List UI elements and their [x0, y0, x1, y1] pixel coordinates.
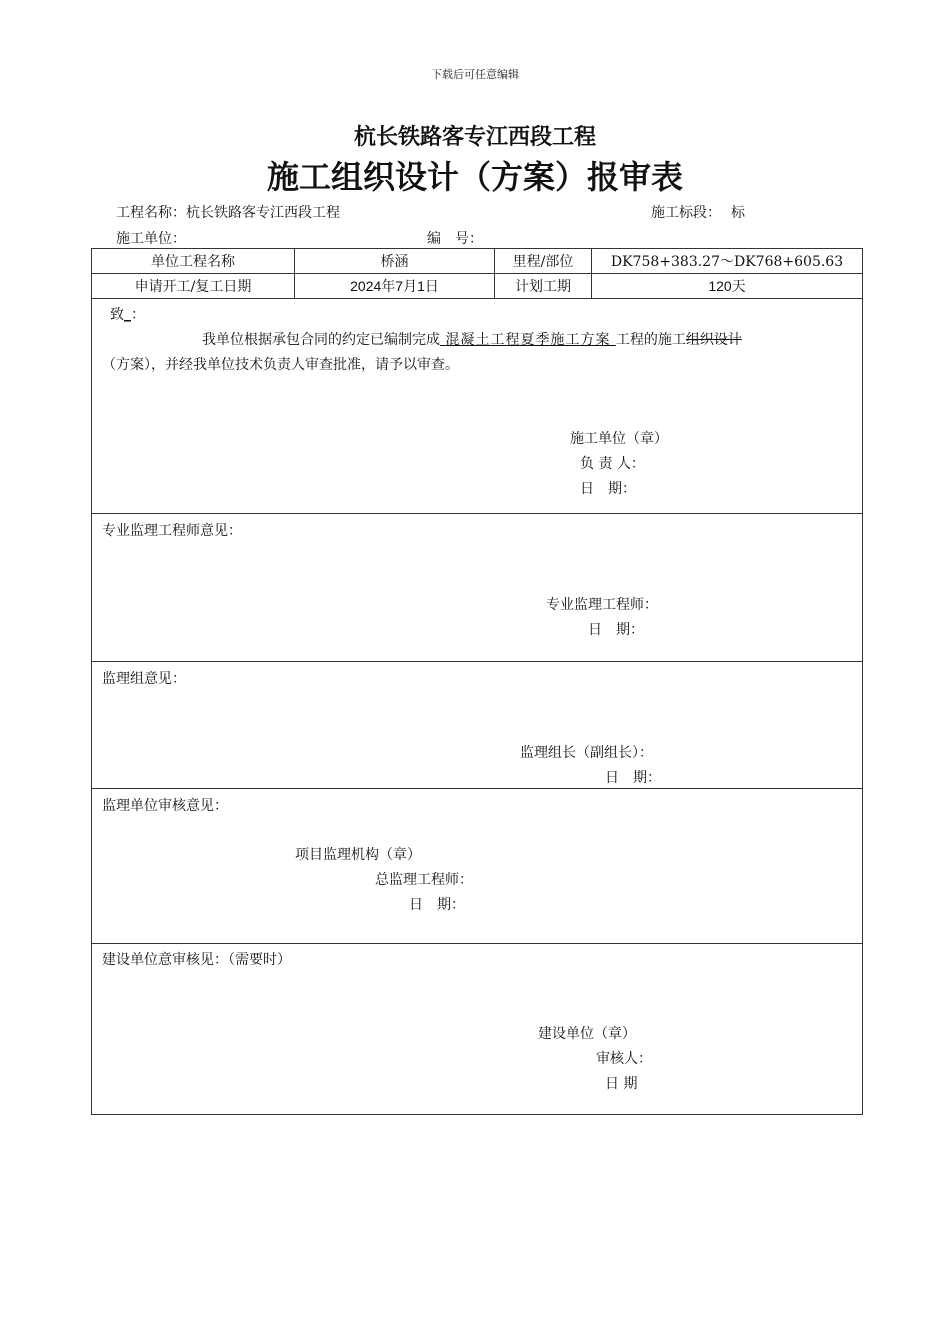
- specialist-engineer: 专业监理工程师：: [546, 597, 658, 613]
- project-name-value: 杭长铁路客专江西段工程: [186, 205, 340, 221]
- info-row: [92, 249, 863, 274]
- unit-project-value: 桥涵: [295, 249, 495, 274]
- supervision-unit-section: [92, 789, 863, 944]
- unit-project-label: 单位工程名称: [92, 249, 295, 274]
- supervision-group-section: [92, 662, 863, 789]
- contractor-seal: 施工单位（章）: [570, 431, 668, 447]
- application-section: [92, 299, 863, 514]
- header-note: 下载后可任意编辑: [431, 68, 519, 81]
- responsible-person: 负 责 人：: [580, 456, 645, 472]
- to-label: 致: [110, 307, 124, 323]
- mileage-label: 里程/部位: [495, 249, 592, 274]
- approval-form-table: [91, 248, 863, 1115]
- planned-duration-value: 120天: [592, 274, 863, 299]
- start-date-label: 申请开工/复工日期: [92, 274, 295, 299]
- specialist-date: 日 期：: [588, 622, 644, 638]
- planned-duration-label: 计划工期: [495, 274, 592, 299]
- project-supervision-seal: 项目监理机构（章）: [295, 847, 421, 863]
- owner-date: 日 期: [605, 1076, 638, 1092]
- group-leader: 监理组长（副组长）：: [520, 745, 653, 761]
- owner-seal: 建设单位（章）: [538, 1026, 636, 1042]
- contractor-label: 施工单位：: [116, 231, 186, 247]
- plan-name: 混凝土工程夏季施工方案: [440, 332, 616, 348]
- section-value: 标: [731, 205, 745, 221]
- supervision-unit-date: 日 期：: [409, 897, 465, 913]
- start-date-value: 2024年7月1日: [295, 274, 495, 299]
- struck-text: 组织设计: [685, 332, 742, 348]
- specialist-section: [92, 514, 863, 662]
- project-name-label: 工程名称：: [116, 205, 186, 221]
- number-label: 编 号：: [427, 231, 483, 247]
- application-text-line2: （方案），并经我单位技术负责人审查批准，请予以审查。: [102, 357, 459, 373]
- application-text-line1: 我单位根据承包合同的约定已编制完成 混凝土工程夏季施工方案 工程的施工组织设计: [202, 332, 742, 348]
- addressee-line: [110, 304, 145, 324]
- document-title: 杭长铁路客专江西段工程: [353, 125, 596, 150]
- section-label: 施工标段：: [651, 205, 721, 221]
- application-date: 日 期：: [580, 481, 636, 497]
- section-row: [651, 202, 745, 222]
- addressee-blank: _: [124, 307, 131, 323]
- owner-section: [92, 944, 863, 1115]
- info-row: [92, 274, 863, 299]
- form-title: 施工组织设计（方案）报审表: [266, 158, 683, 196]
- specialist-heading: 专业监理工程师意见：: [102, 523, 242, 539]
- supervision-group-heading: 监理组意见：: [102, 671, 186, 687]
- group-date: 日 期：: [605, 770, 661, 786]
- mileage-value: DK758+383.27～DK768+605.63: [592, 249, 863, 274]
- supervision-unit-heading: 监理单位审核意见：: [102, 798, 228, 814]
- chief-supervisor: 总监理工程师：: [375, 872, 473, 888]
- owner-heading: 建设单位意审核见：（需要时）: [102, 952, 291, 968]
- owner-reviewer: 审核人：: [596, 1051, 652, 1067]
- to-colon: ：: [131, 307, 145, 323]
- project-name-row: [116, 202, 340, 222]
